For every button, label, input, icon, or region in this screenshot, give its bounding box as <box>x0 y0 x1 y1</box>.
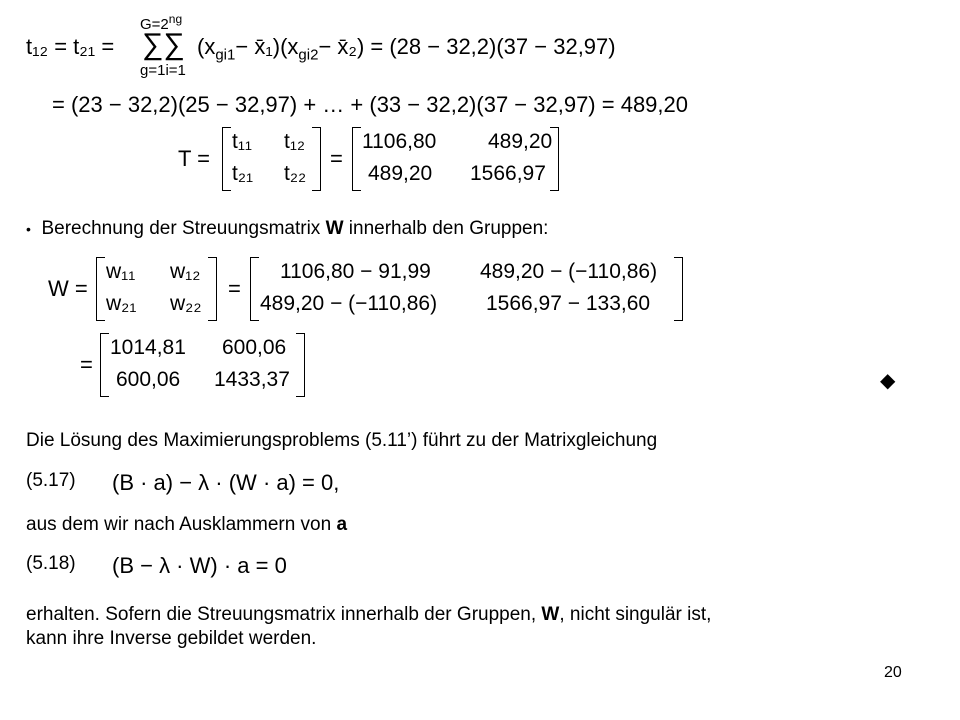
matrix-T-val-bracket-right <box>550 127 559 191</box>
matrix-W-val-bracket-left <box>250 257 259 321</box>
matrix-W-val-11: 1106,80 − 91,99 <box>280 260 431 283</box>
matrix-T-sym-21: t₂₁ <box>232 162 254 185</box>
eqn-5-17-formula: (B · a) − λ · (W · a) = 0, <box>112 470 340 495</box>
matrix-W-val-12: 489,20 − (−110,86) <box>480 260 658 283</box>
matrix-W-sym-22: w₂₂ <box>170 292 202 315</box>
matrix-T-val-21: 489,20 <box>368 162 433 185</box>
eq1-lhs: t₁₂ = t₂₁ = <box>26 34 115 59</box>
matrix-W2-val-21: 600,06 <box>116 368 181 391</box>
matrix-W-sym-bracket-left <box>96 257 105 321</box>
matrix-T-val-bracket-left <box>352 127 361 191</box>
matrix-W2-equals: = <box>80 352 93 377</box>
paragraph-3-line-1 <box>26 604 711 626</box>
matrix-T-val-11: 1106,80 <box>362 130 437 153</box>
matrix-T-val-22: 1566,97 <box>470 162 546 185</box>
matrix-W-val-bracket-right <box>674 257 683 321</box>
matrix-T-equals: = <box>330 146 343 171</box>
eq1-body-b: − x̄₁)(x <box>235 34 299 59</box>
bullet-text-pre: Berechnung der Streuungsmatrix <box>41 218 326 239</box>
paragraph-3-text-pre: erhalten. Sofern die Streuungsmatrix innerhalb der Gruppen, <box>26 604 542 625</box>
paragraph-3-bold: W <box>541 604 560 625</box>
matrix-T-sym-12: t₁₂ <box>284 130 306 153</box>
matrix-W-val-21: 489,20 − (−110,86) <box>260 292 438 315</box>
matrix-T-sym-22: t₂₂ <box>284 162 307 185</box>
paragraph-3-text-post: , nicht singulär ist, <box>559 604 712 625</box>
end-of-example-diamond-icon: ◆ <box>880 370 896 392</box>
eq1-body-a: (x <box>197 34 216 59</box>
eq1-body <box>197 34 616 63</box>
eq1-sub-a: gi1 <box>215 46 236 64</box>
matrix-W-sym-12: w₁₂ <box>170 260 201 283</box>
paragraph-2 <box>26 514 347 536</box>
bullet-text-bold: W <box>325 218 344 239</box>
matrix-W-lhs: W = <box>48 276 88 301</box>
paragraph-3-line-2: kann ihre Inverse gebildet werden. <box>26 628 317 649</box>
matrix-T-sym-bracket-right <box>312 127 321 191</box>
sum-symbol-icon: ∑∑ <box>142 28 185 61</box>
matrix-T-sym-bracket-left <box>222 127 231 191</box>
matrix-W-sym-bracket-right <box>208 257 217 321</box>
matrix-W-val-22: 1566,97 − 133,60 <box>486 292 651 315</box>
matrix-W2-val-22: 1433,37 <box>214 368 290 391</box>
matrix-T-val-12: 489,20 <box>488 130 553 153</box>
matrix-W-sym-11: w₁₁ <box>106 260 136 283</box>
matrix-T-sym-11: t₁₁ <box>232 130 253 153</box>
matrix-T-lhs: T = <box>178 146 211 171</box>
eq2: = (23 − 32,2)(25 − 32,97) + … + (33 − 32,2)(37 − 32,97) = 489,20 <box>52 92 688 117</box>
paragraph-2-bold: a <box>336 514 348 535</box>
matrix-W-sym-21: w₂₁ <box>106 292 137 315</box>
sum-lower-limit: g=1i=1 <box>140 62 186 79</box>
sum-upper-sup: ng <box>168 12 183 26</box>
eq1-sub-b: gi2 <box>298 46 319 64</box>
bullet-text-post: innerhalb den Gruppen: <box>343 218 549 239</box>
matrix-W-equals: = <box>228 276 241 301</box>
eqn-5-18-formula: (B − λ · W) · a = 0 <box>112 553 287 578</box>
matrix-W2-bracket-left <box>100 333 109 397</box>
paragraph-1: Die Lösung des Maximierungsproblems (5.11’) führt zu der Matrixgleichung <box>26 430 658 451</box>
bullet-icon: • <box>26 220 31 237</box>
page-number: 20 <box>884 664 902 681</box>
eq1-body-c: − x̄₂) = (28 − 32,2)(37 − 32,97) <box>318 34 616 59</box>
matrix-W2-val-12: 600,06 <box>222 336 287 359</box>
bullet-line <box>26 218 548 240</box>
matrix-W2-val-11: 1014,81 <box>110 336 186 359</box>
paragraph-2-text: aus dem wir nach Ausklammern von <box>26 514 337 535</box>
eqn-5-18-label: (5.18) <box>26 553 76 574</box>
sum-upper-text: G=2 <box>140 16 169 33</box>
eqn-5-17-label: (5.17) <box>26 470 76 491</box>
matrix-W2-bracket-right <box>296 333 305 397</box>
